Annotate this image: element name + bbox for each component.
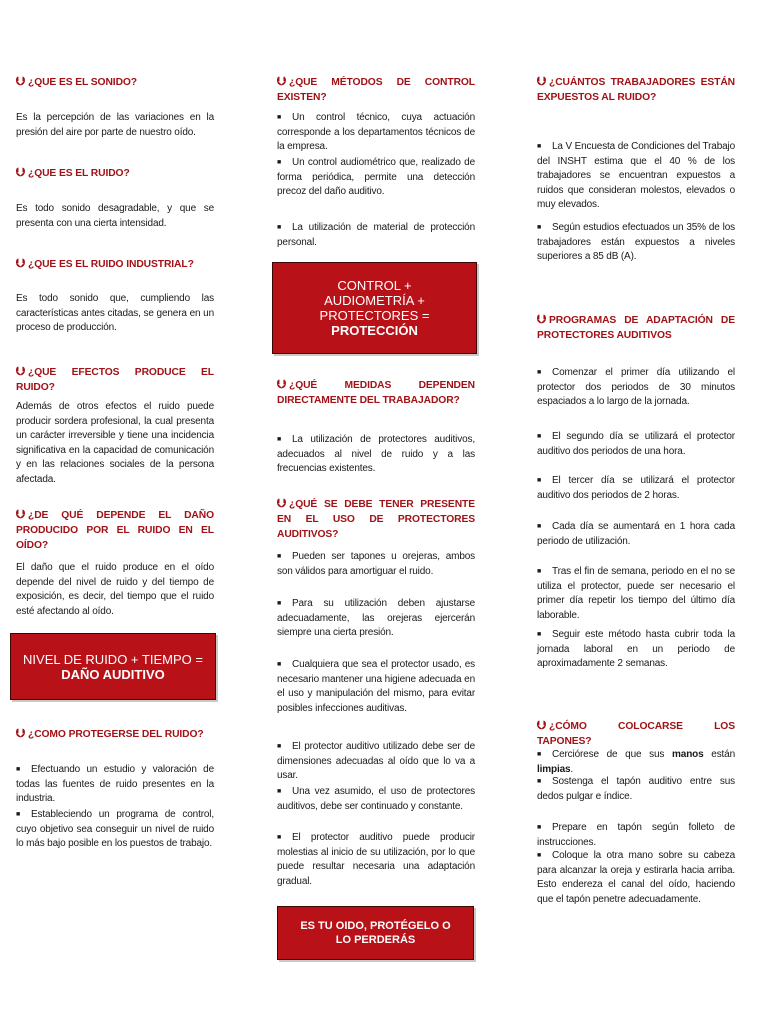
list-item: ■ Cualquiera que sea el protector usado, es necesario mantener una higiene adecuada en el uso y manipulación del mismo, para evitar posibles infecciones auditivas. xyxy=(277,659,475,714)
list-item: ■ Cada día se aumentará en 1 hora cada periodo de utilización. xyxy=(537,521,735,547)
list-item: ■ El segundo día se utilizará el protector auditivo dos periodos de una hora. xyxy=(537,431,735,457)
arrow-icon: ⮋ xyxy=(537,74,547,88)
square-bullet-icon: ■ xyxy=(537,824,542,831)
square-bullet-icon: ■ xyxy=(277,743,282,750)
square-bullet-icon: ■ xyxy=(16,766,21,773)
list-item: ■ La utilización de protectores auditivos, adecuados al nivel de ruido y a las frecuencias existentes. xyxy=(277,434,475,475)
arrow-icon: ⮋ xyxy=(16,726,26,740)
list-item: ■ Efectuando un estudio y valoración de todas las fuentes de ruido presentes en la industria. xyxy=(16,764,214,805)
list-item: ■ Según estudios efectuados un 35% de los trabajadores están expuestos a niveles superiores a 85 dB (A). xyxy=(537,222,735,263)
list-item: ■ Para su utilización deben ajustarse adecuadamente, las orejeras ejercerán siempre una cierta presión. xyxy=(277,598,475,639)
list-item: ■ El protector auditivo utilizado debe ser de dimensiones adecuadas al oído que lo va a usar. xyxy=(277,741,475,782)
heading-medidas-trabajador: ⮋ ¿QUÉ MEDIDAS DEPENDEN DIRECTAMENTE DEL TRABAJADOR? xyxy=(277,377,475,406)
square-bullet-icon: ■ xyxy=(537,143,542,150)
heading-uso-protectores: ⮋ ¿QUÉ SE DEBE TENER PRESENTE EN EL USO DE PROTECTORES AUDITIVOS? xyxy=(277,496,475,540)
square-bullet-icon: ■ xyxy=(537,369,542,376)
box-protegelo: ES TU OIDO, PROTÉGELO O LO PERDERÁS xyxy=(277,906,474,960)
list-item: ■ El protector auditivo puede producir molestias al inicio de su utilización, por lo que puede resultar necesaria una adaptación gradual. xyxy=(277,832,475,887)
list-item: ■ Seguir este método hasta cubrir toda la jornada laboral en un periodo de aproximadamente 2 semanas. xyxy=(537,629,735,670)
box-proteccion: CONTROL + AUDIOMETRÍA + PROTECTORES = PROTECCIÓN xyxy=(272,262,477,354)
square-bullet-icon: ■ xyxy=(16,811,21,818)
square-bullet-icon: ■ xyxy=(537,568,542,575)
square-bullet-icon: ■ xyxy=(277,600,282,607)
square-bullet-icon: ■ xyxy=(537,631,542,638)
arrow-icon: ⮋ xyxy=(16,364,26,378)
square-bullet-icon: ■ xyxy=(537,477,542,484)
list-item: ■ Pueden ser tapones u orejeras, ambos son válidos para amortiguar el ruido. xyxy=(277,551,475,577)
square-bullet-icon: ■ xyxy=(277,159,282,166)
list-item: ■ Cerciórese de que sus manos están limpias. xyxy=(537,749,735,775)
square-bullet-icon: ■ xyxy=(277,436,282,443)
heading-cuantos-trabajadores: ⮋ ¿CUÁNTOS TRABAJADORES ESTÁN EXPUESTOS AL RUIDO? xyxy=(537,74,735,103)
square-bullet-icon: ■ xyxy=(537,523,542,530)
arrow-icon: ⮋ xyxy=(277,74,287,88)
square-bullet-icon: ■ xyxy=(277,114,282,121)
square-bullet-icon: ■ xyxy=(277,224,282,231)
box-dano-auditivo: NIVEL DE RUIDO + TIEMPO = DAÑO AUDITIVO xyxy=(10,633,216,700)
list-item: ■ Comenzar el primer día utilizando el protector dos periodos de 30 minutos espaciados a lo largo de la jornada. xyxy=(537,367,735,408)
heading-que-es-el-sonido: ⮋ ¿QUE ES EL SONIDO? xyxy=(16,74,138,88)
heading-ruido-industrial: ⮋ ¿QUE ES EL RUIDO INDUSTRIAL? xyxy=(16,256,194,270)
square-bullet-icon: ■ xyxy=(277,834,282,841)
list-item: ■ La utilización de material de protección personal. xyxy=(277,222,475,248)
square-bullet-icon: ■ xyxy=(277,788,282,795)
heading-que-es-el-ruido: ⮋ ¿QUE ES EL RUIDO? xyxy=(16,165,130,179)
arrow-icon: ⮋ xyxy=(277,496,287,510)
square-bullet-icon: ■ xyxy=(277,553,282,560)
heading-efectos-ruido: ⮋ ¿QUE EFECTOS PRODUCE EL RUIDO? xyxy=(16,364,214,393)
arrow-icon: ⮋ xyxy=(16,165,26,179)
list-item: ■ El tercer día se utilizará el protector auditivo dos periodos de 2 horas. xyxy=(537,475,735,501)
list-item: ■ La V Encuesta de Condiciones del Trabajo del INSHT estima que el 40 % de los trabajadores se encuentran expuestos a ruidos que consideran molestos, elevados o muy elevados. xyxy=(537,141,736,211)
paragraph-sonido: Es la percepción de las variaciones en la presión del aire por parte de nuestro oído. xyxy=(16,112,214,138)
heading-como-protegerse: ⮋ ¿COMO PROTEGERSE DEL RUIDO? xyxy=(16,726,204,740)
list-item: ■ Estableciendo un programa de control, cuyo objetivo sea conseguir un nivel de ruido lo más bajo posible en los puestos de trabajo. xyxy=(16,809,214,850)
list-item: ■ Un control técnico, cuya actuación corresponde a los departamentos técnicos de la empresa. xyxy=(277,112,475,153)
paragraph-ruido: Es todo sonido desagradable, y que se presenta con una cierta intensidad. xyxy=(16,203,214,229)
list-item: ■ Una vez asumido, el uso de protectores auditivos, debe ser continuado y constante. xyxy=(277,786,475,812)
heading-colocarse-tapones: ⮋ ¿CÓMO COLOCARSE LOS TAPONES? xyxy=(537,718,735,747)
square-bullet-icon: ■ xyxy=(537,778,542,785)
paragraph-efectos: Además de otros efectos el ruido puede producir sordera profesional, la cual presenta un carácter irreversible y tiene una incidencia significativa en la capacidad de comunicación y en las relaciones sociales de la persona afectada. xyxy=(16,401,214,485)
square-bullet-icon: ■ xyxy=(537,433,542,440)
arrow-icon: ⮋ xyxy=(16,74,26,88)
heading-metodos-control: ⮋ ¿QUE MÉTODOS DE CONTROL EXISTEN? xyxy=(277,74,475,103)
heading-programas-adaptacion: ⮋ PROGRAMAS DE ADAPTACIÓN DE PROTECTORES AUDITIVOS xyxy=(537,312,735,341)
arrow-icon: ⮋ xyxy=(537,312,547,326)
paragraph-dano: El daño que el ruido produce en el oído depende del nivel de ruido y del tiempo de exposición, es decir, del tiempo que el ruido esté afectando al oído. xyxy=(16,562,214,617)
square-bullet-icon: ■ xyxy=(537,852,542,859)
list-item: ■ Tras el fin de semana, periodo en el no se utiliza el protector, puede ser necesario el primer día repetir los tiempo del último día laborable. xyxy=(537,566,735,621)
square-bullet-icon: ■ xyxy=(537,224,542,231)
heading-dano-producido: ⮋ ¿DE QUÉ DEPENDE EL DAÑO PRODUCIDO POR EL RUIDO EN EL OÍDO? xyxy=(16,507,214,551)
square-bullet-icon: ■ xyxy=(537,751,542,758)
arrow-icon: ⮋ xyxy=(537,718,547,732)
list-item: ■ Prepare en tapón según folleto de instrucciones. xyxy=(537,822,735,848)
list-item: ■ Un control audiométrico que, realizado de forma periódica, permite una detección precoz del daño auditivo. xyxy=(277,157,475,198)
arrow-icon: ⮋ xyxy=(16,507,26,521)
arrow-icon: ⮋ xyxy=(277,377,287,391)
list-item: ■ Sostenga el tapón auditivo entre sus dedos pulgar e índice. xyxy=(537,776,735,802)
arrow-icon: ⮋ xyxy=(16,256,26,270)
paragraph-ruido-industrial: Es todo sonido que, cumpliendo las características antes citadas, se genera en un proceso de producción. xyxy=(16,293,214,334)
list-item: ■ Coloque la otra mano sobre su cabeza para alcanzar la oreja y estirarla hacia arriba. Esto endereza el canal del oído, haciendo que el tapón penetre adecuadamente. xyxy=(537,850,735,905)
square-bullet-icon: ■ xyxy=(277,661,282,668)
